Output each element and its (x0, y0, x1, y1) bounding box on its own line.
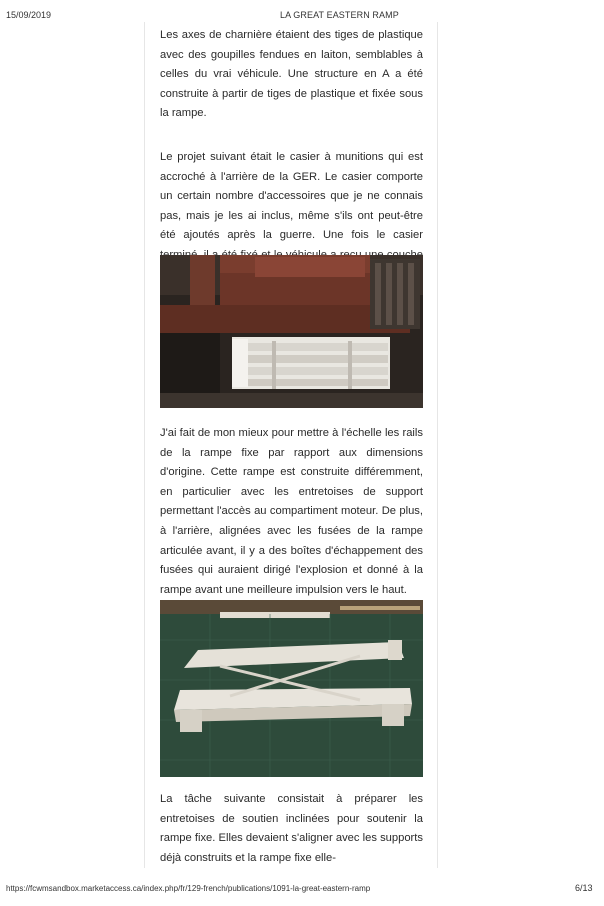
column-border-left (144, 22, 145, 868)
paragraph-inclined-braces: La tâche suivante consistait à préparer les entretoises de soutien inclinées pour soutenir la rampe fixe. Elles devaient s'aligner avec les supports déjà construits et la rampe fixe elle- (160, 793, 423, 864)
paragraph-fixed-ramp-rails: J'ai fait de mon mieux pour mettre à l'échelle les rails de la rampe fixe par rapport aux dimensions d'origine. Cette rampe est construite différemment, en particulier avec les entretoises de support permettant l'accès au compartiment moteur. De plus, à l'arrière, alignées avec les fusées de la rampe articulée avant, il y a des boîtes d'échappement des fusées qui auraient dirigé l'explosion et donné à la rampe avant une meilleure impulsion vers le haut. (160, 427, 423, 596)
paragraph-hinge-axes: Les axes de charnière étaient des tiges de plastique avec des goupilles fendues en laiton, semblables à celles du vrai véhicule. Une structure en A a été construite à partir de tiges de plastique et fixée sous la rampe. (160, 29, 423, 120)
print-date: 15/09/2019 (6, 10, 52, 20)
photo-ammo-locker-primed (160, 255, 423, 408)
page-number: 6/13 (575, 883, 593, 893)
column-border-right (437, 22, 438, 868)
photo-fixed-ramp-assembly (160, 600, 423, 777)
page-header-title: LA GREAT EASTERN RAMP (280, 10, 399, 20)
paragraph-ammo-locker: Le projet suivant était le casier à munitions qui est accroché à l'arrière de la GER. Le casier comporte un certain nombre d'accessoires que je ne connais pas, mais je les ai inclus, même s'ils ont peut-être été ajoutés après la guerre. Une fois le casier (160, 151, 423, 242)
page-footer-url: https://fcwmsandbox.marketaccess.ca/index.php/fr/129-french/publications/1091-la-great-eastern-ramp (6, 884, 371, 893)
